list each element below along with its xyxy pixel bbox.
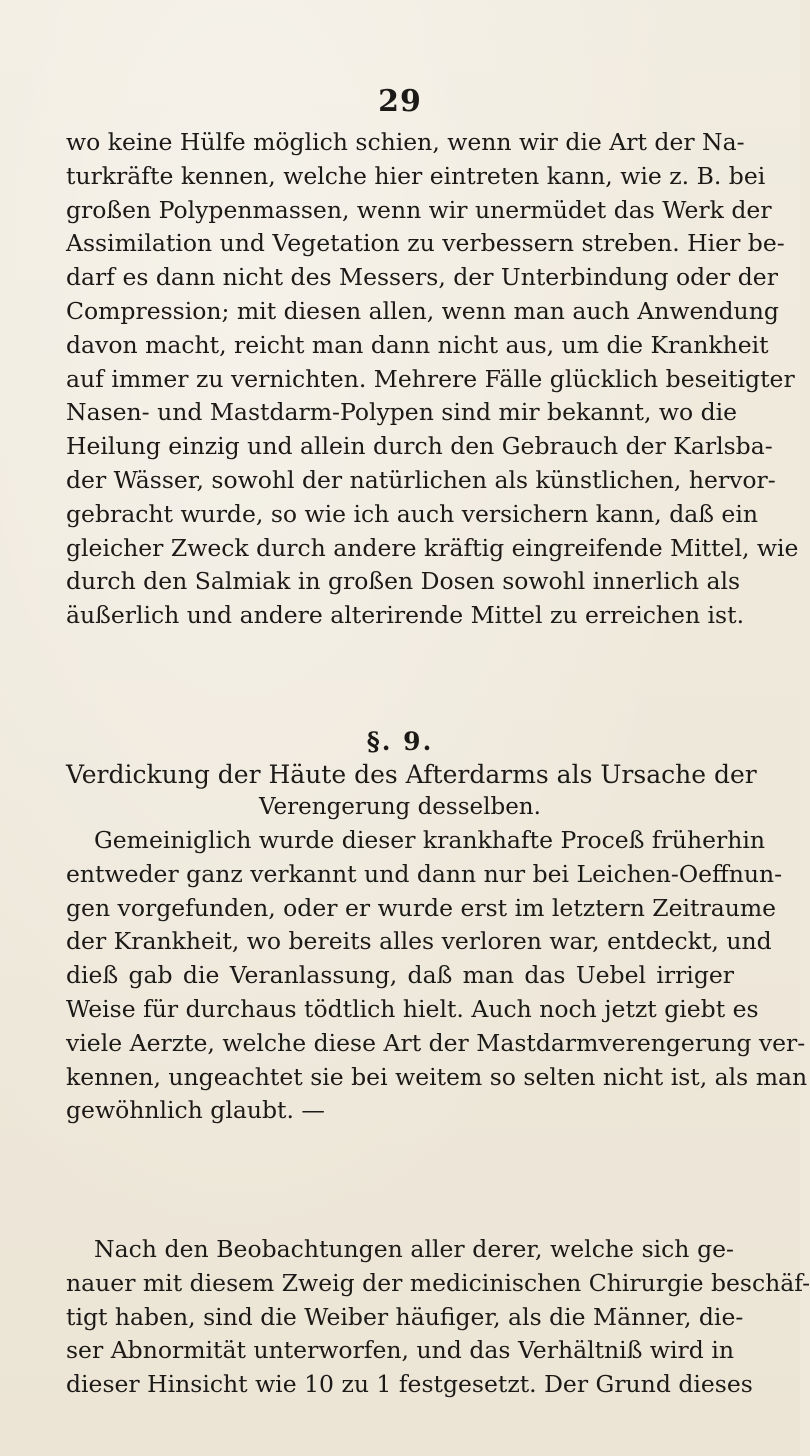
section-heading	[66, 725, 757, 824]
section-title-line-2: Verengerung desselben.	[259, 794, 541, 820]
text-line: turkräfte kennen, welche hier eintreten kann, wie z. B. bei	[66, 161, 766, 190]
text-line: davon macht, reicht man dann nicht aus, um die Krankheit	[66, 330, 769, 359]
text-line: Heilung einzig und allein durch den Gebrauch der Karlsba-	[66, 432, 773, 461]
text-line: großen Polypenmassen, wenn wir unermüdet das Werk der	[66, 195, 772, 224]
text-line: ser Abnormität unterworfen, und das Verhältniß wird in	[66, 1336, 734, 1365]
text-line: gen vorgefunden, oder er wurde erst im letztern Zeitraume	[66, 893, 777, 922]
text-line: Assimilation und Vegetation zu verbessern streben. Hier be-	[66, 229, 785, 258]
text-line: wo keine Hülfe möglich schien, wenn wir die Art der Na-	[66, 128, 745, 156]
text-line: der Wässer, sowohl der natürlichen als künstlichen, hervor-	[66, 465, 776, 494]
text-line: kennen, ungeachtet sie bei weitem so selten nicht ist, als man	[66, 1062, 808, 1091]
text-line: viele Aerzte, welche diese Art der Mastdarmverengerung ver-	[66, 1028, 806, 1057]
text-line: gebracht wurde, so wie ich auch versichern kann, daß ein	[66, 499, 758, 528]
text-line: der Krankheit, wo bereits alles verloren war, entdeckt, und	[66, 927, 772, 956]
text-line: darf es dann nicht des Messers, der Unterbindung oder der	[66, 263, 778, 292]
middle-paragraph	[66, 824, 808, 1128]
section-title-line-1: Verdickung der Häute des Afterdarms als Ursache der	[66, 760, 757, 789]
section-number: §. 9.	[366, 727, 434, 756]
text-line: Compression; mit diesen allen, wenn man auch Anwendung	[66, 296, 779, 325]
text-line: entweder ganz verkannt und dann nur bei Leichen-Oeffnun-	[66, 859, 783, 888]
text-line: Weise für durchaus tödtlich hielt. Auch noch jetzt giebt es	[66, 994, 759, 1023]
page-number: 29	[378, 84, 422, 119]
text-line: durch den Salmiak in großen Dosen sowohl innerlich als	[66, 567, 741, 596]
text-line: Gemeiniglich wurde dieser krankhafte Proceß früherhin	[94, 826, 766, 854]
text-line: dieser Hinsicht wie 10 zu 1 festgesetzt. Der Grund dieses	[66, 1370, 753, 1399]
text-line: nauer mit diesem Zweig der medicinischen Chirurgie beschäf-	[66, 1268, 810, 1297]
text-line: auf immer zu vernichten. Mehrere Fälle glücklich beseitigter	[66, 364, 795, 393]
text-line: Nasen- und Mastdarm-Polypen sind mir bekannt, wo die	[66, 398, 738, 427]
text-line: tigt haben, sind die Weiber häufiger, als die Männer, die-	[66, 1302, 744, 1331]
text-line: Nach den Beobachtungen aller derer, welche sich ge-	[94, 1235, 734, 1263]
top-paragraph	[66, 126, 799, 633]
text-line: äußerlich und andere alterirende Mittel zu erreichen ist.	[66, 601, 745, 630]
text-line: dieß gab die Veranlassung, daß man das Uebel irriger	[66, 961, 734, 990]
bottom-paragraph	[66, 1233, 810, 1402]
text-line: gewöhnlich glaubt. —	[66, 1096, 325, 1125]
text-line: gleicher Zweck durch andere kräftig eingreifende Mittel, wie	[66, 533, 799, 562]
